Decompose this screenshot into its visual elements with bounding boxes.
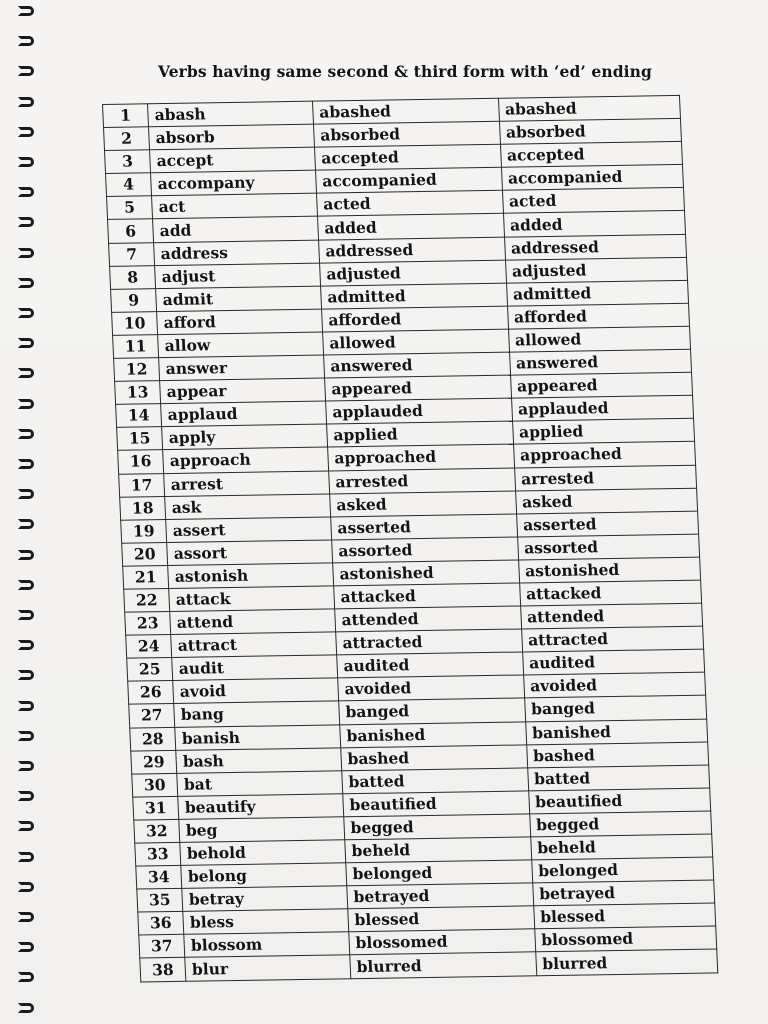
third-form-cell: appeared	[510, 372, 692, 398]
row-number-cell: 34	[136, 865, 182, 889]
second-form-cell: appeared	[324, 375, 511, 401]
base-form-cell: applaud	[161, 401, 327, 427]
base-form-cell: assort	[167, 540, 333, 566]
row-number-cell: 2	[104, 127, 150, 151]
row-number-cell: 15	[117, 427, 163, 451]
base-form-cell: bang	[174, 701, 340, 727]
base-form-cell: attend	[170, 609, 336, 635]
spiral-ring	[18, 972, 34, 982]
spiral-ring	[18, 852, 34, 862]
row-number-cell: 22	[124, 588, 170, 612]
base-form-cell: appear	[160, 378, 326, 404]
page-title: Verbs having same second & third form with ‘ed’ ending	[158, 62, 652, 81]
spiral-binding	[10, 0, 46, 1024]
third-form-cell: beheld	[530, 834, 712, 860]
third-form-cell: beautified	[528, 788, 710, 814]
row-number-cell: 33	[135, 842, 181, 866]
second-form-cell: bashed	[341, 745, 528, 771]
row-number-cell: 11	[113, 335, 159, 359]
third-form-cell: banged	[524, 696, 706, 722]
spiral-ring	[18, 127, 34, 137]
spiral-ring	[18, 308, 34, 318]
second-form-cell: absorbed	[313, 121, 500, 147]
spiral-ring	[18, 217, 34, 227]
third-form-cell: banished	[525, 719, 707, 745]
base-form-cell: ask	[165, 494, 331, 520]
second-form-cell: begged	[344, 814, 531, 840]
spiral-ring	[18, 97, 34, 107]
second-form-cell: beautified	[343, 791, 530, 817]
third-form-cell: addressed	[504, 234, 686, 260]
third-form-cell: blurred	[535, 949, 717, 975]
second-form-cell: afforded	[321, 306, 508, 332]
second-form-cell: abashed	[312, 98, 499, 124]
base-form-cell: admit	[156, 286, 322, 312]
spiral-ring	[18, 731, 34, 741]
second-form-cell: assorted	[331, 537, 518, 563]
base-form-cell: blossom	[184, 932, 350, 958]
base-form-cell: act	[152, 194, 318, 220]
row-number-cell: 6	[108, 219, 154, 243]
base-form-cell: beautify	[178, 794, 344, 820]
row-number-cell: 5	[107, 196, 153, 220]
second-form-cell: added	[317, 214, 504, 240]
base-form-cell: answer	[159, 355, 325, 381]
row-number-cell: 10	[112, 312, 158, 336]
second-form-cell: banged	[339, 698, 526, 724]
second-form-cell: belonged	[346, 860, 533, 886]
base-form-cell: behold	[180, 840, 346, 866]
base-form-cell: allow	[158, 332, 324, 358]
third-form-cell: allowed	[508, 326, 690, 352]
spiral-ring	[18, 610, 34, 620]
base-form-cell: banish	[175, 724, 341, 750]
spiral-ring	[18, 368, 34, 378]
spiral-ring	[18, 459, 34, 469]
spiral-ring	[18, 942, 34, 952]
spiral-ring	[18, 36, 34, 46]
base-form-cell: adjust	[155, 263, 321, 289]
row-number-cell: 37	[139, 935, 185, 959]
row-number-cell: 28	[130, 727, 176, 751]
third-form-cell: accepted	[500, 142, 682, 168]
third-form-cell: afforded	[507, 303, 689, 329]
second-form-cell: blurred	[350, 952, 537, 978]
spiral-ring	[18, 429, 34, 439]
row-number-cell: 1	[103, 104, 149, 128]
base-form-cell: assert	[166, 517, 332, 543]
base-form-cell: beg	[179, 817, 345, 843]
base-form-cell: bless	[183, 909, 349, 935]
second-form-cell: attracted	[335, 629, 522, 655]
third-form-cell: astonished	[518, 557, 700, 583]
row-number-cell: 18	[120, 496, 166, 520]
third-form-cell: accompanied	[501, 165, 683, 191]
spiral-ring	[18, 821, 34, 831]
third-form-cell: attacked	[519, 580, 701, 606]
base-form-cell: abash	[148, 101, 314, 127]
spiral-ring	[18, 399, 34, 409]
spiral-ring	[18, 6, 34, 16]
spiral-ring	[18, 791, 34, 801]
second-form-cell: asked	[329, 491, 516, 517]
second-form-cell: adjusted	[319, 260, 506, 286]
spiral-ring	[18, 248, 34, 258]
row-number-cell: 12	[114, 358, 160, 382]
spiral-ring	[18, 278, 34, 288]
spiral-ring	[18, 489, 34, 499]
second-form-cell: avoided	[338, 675, 525, 701]
row-number-cell: 4	[106, 173, 152, 197]
row-number-cell: 16	[118, 450, 164, 474]
third-form-cell: asked	[515, 488, 697, 514]
row-number-cell: 3	[105, 150, 151, 174]
base-form-cell: add	[153, 217, 319, 243]
base-form-cell: blur	[185, 955, 351, 981]
base-form-cell: attract	[171, 632, 337, 658]
row-number-cell: 31	[133, 796, 179, 820]
third-form-cell: acted	[502, 188, 684, 214]
row-number-cell: 20	[122, 542, 168, 566]
second-form-cell: blessed	[348, 906, 535, 932]
second-form-cell: attended	[334, 606, 521, 632]
row-number-cell: 38	[140, 958, 186, 982]
base-form-cell: belong	[181, 863, 347, 889]
row-number-cell: 23	[125, 612, 171, 636]
row-number-cell: 17	[119, 473, 165, 497]
base-form-cell: approach	[163, 447, 329, 473]
row-number-cell: 30	[132, 773, 178, 797]
row-number-cell: 14	[116, 404, 162, 428]
second-form-cell: addressed	[318, 237, 505, 263]
third-form-cell: belonged	[531, 857, 713, 883]
row-number-cell: 13	[115, 381, 161, 405]
second-form-cell: answered	[323, 352, 510, 378]
third-form-cell: blessed	[533, 903, 715, 929]
spiral-ring	[18, 519, 34, 529]
base-form-cell: betray	[182, 886, 348, 912]
third-form-cell: batted	[527, 765, 709, 791]
third-form-cell: added	[503, 211, 685, 237]
second-form-cell: blossomed	[349, 929, 536, 955]
third-form-cell: absorbed	[499, 119, 681, 145]
base-form-cell: accept	[150, 147, 316, 173]
third-form-cell: bashed	[526, 742, 708, 768]
third-form-cell: answered	[509, 349, 691, 375]
second-form-cell: banished	[340, 721, 527, 747]
third-form-cell: betrayed	[532, 880, 714, 906]
third-form-cell: applied	[512, 419, 694, 445]
row-number-cell: 27	[129, 704, 175, 728]
third-form-cell: abashed	[498, 95, 680, 121]
spiral-ring	[18, 882, 34, 892]
second-form-cell: betrayed	[347, 883, 534, 909]
row-number-cell: 8	[110, 265, 156, 289]
spiral-ring	[18, 580, 34, 590]
second-form-cell: allowed	[322, 329, 509, 355]
second-form-cell: approached	[327, 444, 514, 470]
base-form-cell: absorb	[149, 124, 315, 150]
third-form-cell: blossomed	[534, 926, 716, 952]
row-number-cell: 21	[123, 565, 169, 589]
spiral-ring	[18, 640, 34, 650]
spiral-ring	[18, 912, 34, 922]
second-form-cell: batted	[342, 768, 529, 794]
base-form-cell: attack	[169, 586, 335, 612]
spiral-ring	[18, 701, 34, 711]
row-number-cell: 26	[128, 681, 174, 705]
base-form-cell: apply	[162, 424, 328, 450]
base-form-cell: afford	[157, 309, 323, 335]
second-form-cell: attacked	[333, 583, 520, 609]
base-form-cell: bash	[176, 747, 342, 773]
third-form-cell: asserted	[516, 511, 698, 537]
spiral-ring	[18, 66, 34, 76]
third-form-cell: arrested	[514, 465, 696, 491]
verb-forms-table	[102, 95, 718, 982]
spiral-ring	[18, 157, 34, 167]
base-form-cell: arrest	[164, 470, 330, 496]
spiral-ring	[18, 1003, 34, 1013]
row-number-cell: 24	[126, 635, 172, 659]
row-number-cell: 9	[111, 288, 157, 312]
third-form-cell: admitted	[506, 280, 688, 306]
base-form-cell: bat	[177, 771, 343, 797]
third-form-cell: avoided	[523, 672, 705, 698]
third-form-cell: attracted	[521, 626, 703, 652]
second-form-cell: applauded	[325, 398, 512, 424]
spiral-ring	[18, 761, 34, 771]
row-number-cell: 7	[109, 242, 155, 266]
second-form-cell: acted	[316, 191, 503, 217]
third-form-cell: applauded	[511, 395, 693, 421]
spiral-ring	[18, 338, 34, 348]
second-form-cell: applied	[326, 421, 513, 447]
base-form-cell: address	[154, 240, 320, 266]
row-number-cell: 29	[131, 750, 177, 774]
third-form-cell: adjusted	[505, 257, 687, 283]
base-form-cell: audit	[172, 655, 338, 681]
second-form-cell: accompanied	[315, 168, 502, 194]
second-form-cell: asserted	[330, 514, 517, 540]
base-form-cell: accompany	[151, 170, 317, 196]
second-form-cell: admitted	[320, 283, 507, 309]
row-number-cell: 35	[137, 889, 183, 913]
second-form-cell: accepted	[314, 144, 501, 170]
base-form-cell: astonish	[168, 563, 334, 589]
spiral-ring	[18, 187, 34, 197]
third-form-cell: assorted	[517, 534, 699, 560]
second-form-cell: beheld	[345, 837, 532, 863]
second-form-cell: astonished	[332, 560, 519, 586]
second-form-cell: arrested	[328, 468, 515, 494]
third-form-cell: audited	[522, 649, 704, 675]
row-number-cell: 19	[121, 519, 167, 543]
third-form-cell: attended	[520, 603, 702, 629]
spiral-ring	[18, 550, 34, 560]
second-form-cell: audited	[336, 652, 523, 678]
row-number-cell: 36	[138, 912, 184, 936]
third-form-cell: begged	[529, 811, 711, 837]
row-number-cell: 32	[134, 819, 180, 843]
row-number-cell: 25	[127, 658, 173, 682]
base-form-cell: avoid	[173, 678, 339, 704]
verb-table-container	[102, 94, 760, 982]
third-form-cell: approached	[513, 442, 695, 468]
spiral-ring	[18, 670, 34, 680]
verb-table-body	[103, 95, 718, 981]
